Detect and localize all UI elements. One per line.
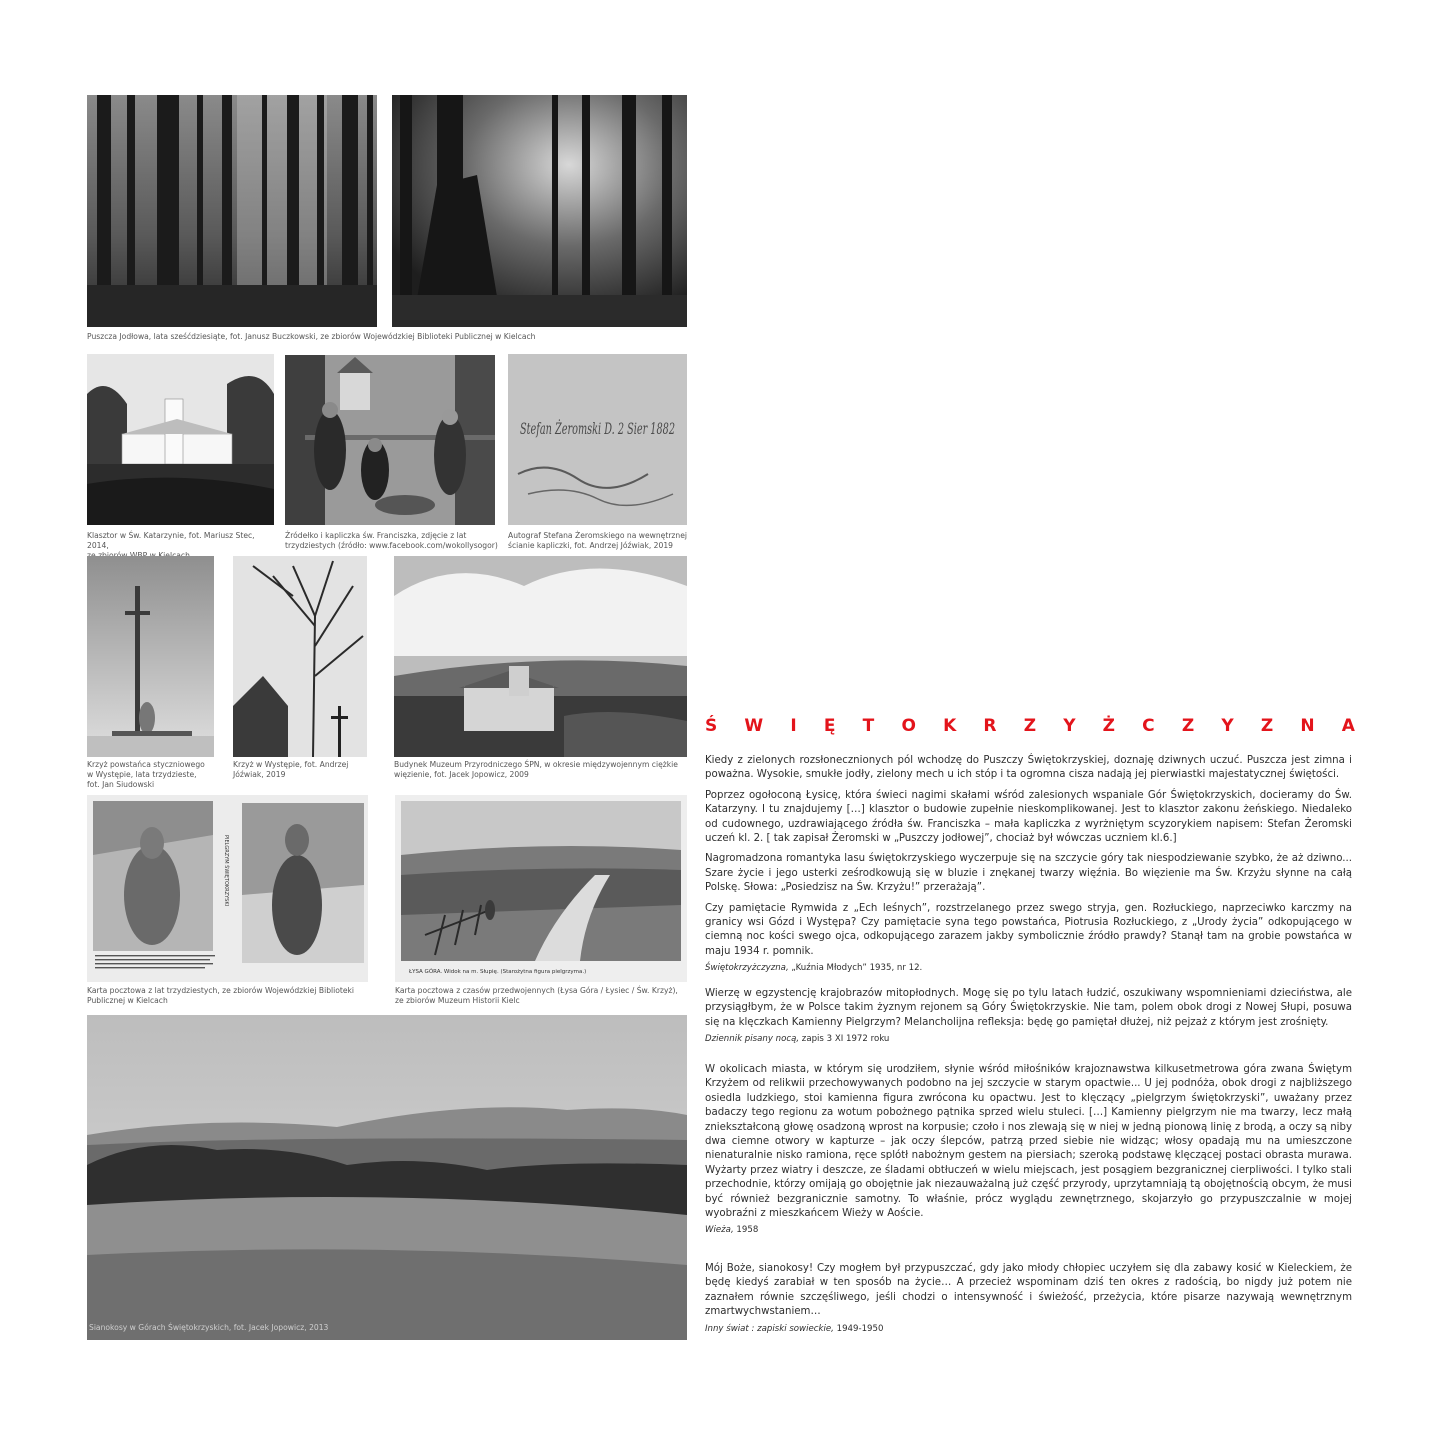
title-letter: Y	[1221, 716, 1234, 736]
caption-klasztor: Klasztor w Św. Katarzynie, fot. Mariusz Stec, 2014,	[87, 531, 255, 550]
paragraph: Nagromadzona romantyka lasu świętokrzyskiego wyczerpuje się na szczycie góry tak niespodziewanie szybko, że aż dziwno... Szare życie i jego usterki ześrodkowują się w bluzie i znękanej twarzy więźnia. Bo więzienie ma Św. Krzyżu słynne na całą Polskę. Słowa: „Posiedzisz na Św. Krzyżu!” przerażają”.	[705, 853, 1352, 894]
photo-zrodelko	[285, 355, 495, 525]
source-citation: Świętokrzyżczyzna, „Kuźnia Młodych” 1935, nr 12.	[705, 963, 923, 974]
photo-karta-pielgrzym	[87, 795, 368, 982]
postcard-lysa-caption: ŁYSA GÓRA. Widok na m. Słupię. (Starożytna figura pielgrzyma.)	[409, 969, 587, 975]
photo-autograf	[508, 354, 776, 525]
caption-krzyz: Krzyż w Występie, fot. Andrzej Jóźwiak, 2019	[233, 760, 349, 779]
photo-forest-left	[87, 95, 377, 327]
autograph-scratch: Stefan Żeromski D. 2 Sier 1882	[520, 419, 776, 438]
paragraph: Kiedy z zielonych rozsłonecznionych pól wchodzę do Puszczy Świętokrzyskiej, doznaję dziwnych uczuć. Puszcza jest zimna i poważna. Wysokie, smukłe jodły, zielony mech u ich stóp i ta ogromna cisza nadają jej pierwiastki majestatycznej świętości.	[705, 755, 1352, 781]
title-letter: Ę	[823, 716, 836, 736]
paragraph: W okolicach miasta, w którym się urodziłem, słynie wśród miłośników krajoznawstwa kilkusetmetrowa góra zwana Świętym Krzyżem od relikwii przechowywanych podobno na jej szczycie w starym opactwie... U jej podnóża, obok drogi z najbliższego osiedla ludzkiego, stoi kamienna figura zwrócona ku opactwu. Jest to klęczący „pielgrzym świętokrzyski”, uważany przez badaczy tego regionu za wotum pobożnego pątnika sprzed wielu stuleci. […] Kamienny pielgrzym nie ma twarzy, lecz małą zniekształconą głowę osadzoną wprost na korpusie; czoło i nos zlewają się w niej w jedną pionową linię z brodą, a oczy są niby dwa ciemne otwory w kapturze – jak oczy ślepców, patrzą przed siebie nie widząc; włosy opadają mu na umieszczone nienaturalnie nisko ramiona, ręce splótł nabożnym gestem na piersiach; szeroką podstawę klęczącej postaci obrasta murawa. Wyżarty przez wiatry i deszcze, ze śladami obtłuczeń w wielu miejscach, jest posągiem bezgranicznej cierpliwości. I tylko stali przechodnie, którzy omijają go obojętnie jak niezauważalną już część przyrody, uprzytamniają tą obojętnością obcym, że musi być również bezgranicznie samotny. To właśnie, prócz wyglądu zewnętrznego, skojarzyło go przypuszczalnie w mojej wyobraźni z mieszkańcem Wieży w Aoście.	[705, 1064, 1352, 1220]
caption-karta-pielgrzym: Karta pocztowa z lat trzydziestych, ze zbiorów Wojewódzkiej Biblioteki Publicznej w Kielcach	[87, 986, 355, 1005]
photo-krzyz	[233, 556, 367, 757]
title-letter: Z	[1023, 716, 1037, 736]
source-citation: Inny świat : zapiski sowieckie, 1949-1950	[705, 1323, 884, 1334]
caption-sianokosy: Sianokosy w Górach Świętokrzyskich, fot. Jacek Jopowicz, 2013	[89, 1323, 329, 1332]
caption-zrodelko: Źródełko i kapliczka św. Franciszka, zdjęcie z lat trzydziestych (źródło: www.facebook.com/wokollysogor)	[285, 531, 498, 550]
caption-muzeum: Budynek Muzeum Przyrodniczego ŚPN, w okresie międzywojennym ciężkie więzienie, fot. Jacek Jopowicz, 2009	[394, 760, 678, 779]
text-section-2	[705, 987, 1352, 1051]
title-letter: A	[1341, 716, 1355, 736]
source-citation: Dziennik pisany nocą, zapis 3 XI 1972 roku	[705, 1034, 890, 1045]
caption-krzyz-powstanca: Krzyż powstańca styczniowego w Występie, lata trzydzieste, fot. Jan Siudowski	[87, 760, 205, 789]
title-letter: C	[1142, 716, 1155, 736]
text-section-3	[705, 1063, 1352, 1242]
title-letter: Z	[1181, 716, 1195, 736]
pielgrzym-label: PIELGRZYM ŚWIĘTOKRZYSKI	[223, 835, 229, 907]
photo-sianokosy	[87, 1015, 687, 1340]
paragraph: Poprzez ogołoconą Łysicę, która świeci nagimi skałami wśród zalesionych wspaniale Gór Świętokrzyskich, docieramy do Św. Katarzyny. I tu znajdujemy […] klasztor o budowie zupełnie nieskomplikowanej. Jest to klasztor zakonu żeńskiego. Niedaleko od cudownego, uzdrawiającego źródła św. Franciszka – mała kapliczka z wyrżniętym scyzorykiem napisem: Stefan Żeromski uczeń kl. 2. [ tak zapisał Żeromski w „Puszczy jodłowej”, chociaż był wówczas uczniem kl.6.]	[705, 789, 1352, 845]
title-letter: Y	[1063, 716, 1076, 736]
paragraph: Wierzę w egzystencję krajobrazów mitopłodnych. Mogę się po tylu latach łudzić, oszukiwany wspomnieniami dzieciństwa, ale przysiągłbym, że w Polsce takim żyznym rejonem są Góry Świętokrzyskie. Nie tam, polem obok drogi z Nowej Słupi, posuwa się na klęczkach Kamienny Pielgrzym? Melancholijna refleksja: będę go pamiętał dłużej, niż pejzaż z którym jest zrośnięty.	[705, 988, 1352, 1028]
source-citation: Wieża, 1958	[705, 1225, 759, 1236]
paragraph: Mój Boże, sianokosy! Czy mogłem był przypuszczać, gdy jako młody chłopiec uczyłem się dla zabawy kosić w Kieleckiem, że będę kiedyś zarabiał w ten sposób na życie… A przecież wspominam dziś ten okres z radością, bo nigdy już potem nie zaznałem równie szczęśliwego, jeśli chodzi o intensywność i świeżość, przeżycia, które pisarze nazywają wewnętrznym zmartwychwstaniem…	[705, 1263, 1352, 1318]
title-letter: Z	[1260, 716, 1274, 736]
title-letter: K	[943, 716, 957, 736]
title-letter: T	[862, 716, 875, 736]
photo-krzyz-powstanca	[87, 556, 214, 757]
paragraph: Czy pamiętacie Rymwida z „Ech leśnych”, rozstrzelanego przez swego stryja, gen. Rozłuckiego, naprzeciwko karczmy na granicy wsi Gózd i Występa? Czy pamiętacie syna tego powstańca, Piotrusia Rozłuckiego, z „Urody życia” odkopującego w ciemną noc kości swego ojca, odkopującego zarazem jakby symbolicznie źródło prawdy? Stanął tam na grobie powstańca w maju 1934 r. pomnik.	[705, 902, 1352, 957]
photo-karta-lysa-gora	[395, 795, 687, 982]
title-letter: O	[901, 716, 916, 736]
title-letter: Ś	[705, 716, 718, 736]
title-letter: R	[983, 716, 997, 736]
title-letter: Ż	[1102, 716, 1115, 736]
photo-forest-right	[392, 95, 687, 327]
title-letter: W	[744, 716, 764, 736]
title-letter: I	[790, 716, 797, 736]
caption-karta-lysa-gora: Karta pocztowa z czasów przedwojennych (Łysa Góra / Łysiec / Św. Krzyż), ze zbiorów Muzeum Historii Kielc	[395, 986, 678, 1005]
text-section-1	[705, 754, 1352, 980]
title-swietokrzyzczyzna	[705, 716, 1355, 736]
photo-muzeum	[394, 556, 687, 757]
text-section-4	[705, 1262, 1352, 1341]
photo-klasztor	[87, 354, 274, 525]
title-letter: N	[1300, 716, 1315, 736]
caption-autograf: Autograf Stefana Żeromskiego na wewnętrznej ścianie kapliczki, fot. Andrzej Jóźwiak, 2019	[508, 531, 688, 550]
caption-forest: Puszcza Jodłowa, lata sześćdziesiąte, fot. Janusz Buczkowski, ze zbiorów Wojewódzkiej Biblioteki Publicznej w Kielcach	[87, 332, 536, 341]
